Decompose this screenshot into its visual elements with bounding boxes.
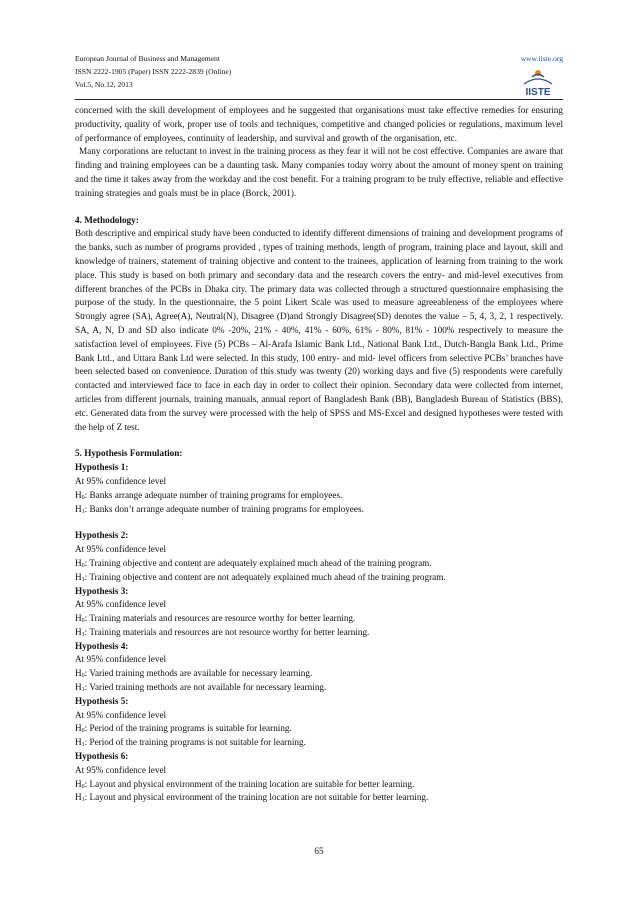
- hypothesis-6: [75, 750, 563, 805]
- alternative-hypothesis: $H_1$: Banks don’t arrange adequate number of training programs for employees.: [75, 503, 364, 515]
- hypothesis-title: Hypothesis 5:: [75, 695, 129, 706]
- hypothesis-title: Hypothesis 4:: [75, 640, 129, 651]
- header-rule: [75, 99, 563, 100]
- section-4-heading: 4. Methodology:: [75, 214, 139, 225]
- alternative-hypothesis: $H_1$: Training objective and content are not adequately explained much ahead of the training program.: [75, 571, 446, 583]
- null-hypothesis: $H_0$: Training objective and content are adequately explained much ahead of the training program.: [75, 557, 432, 569]
- section-5-heading: 5. Hypothesis Formulation:: [75, 448, 183, 459]
- confidence-level: At 95% confidence level: [75, 544, 167, 555]
- null-hypothesis: $H_0$: Banks arrange adequate number of training programs for employees.: [75, 489, 343, 501]
- null-hypothesis: $H_0$: Training materials and resources are resource worthy for better learning.: [75, 613, 356, 625]
- hypothesis-title: Hypothesis 6:: [75, 751, 129, 762]
- confidence-level: At 95% confidence level: [75, 599, 167, 610]
- journal-url-link[interactable]: www.iiste.org: [520, 54, 563, 63]
- hypothesis-2: [75, 529, 563, 584]
- paragraph-corporations: Many corporations are reluctant to invest in the training process as they fear it will not be cost effective. Companies are aware that finding and training employees can be a daunting task. Many companies today worry about the amount of money spent on training and the time it takes away from the workday and the cost benefit. For a training program to be truly effective, reliable and effective training strategies and goals must be in place (Borck, 2001).: [75, 146, 563, 198]
- volume-line: Vol.5, No.12, 2013: [75, 80, 133, 89]
- journal-name: European Journal of Business and Management: [75, 54, 220, 63]
- issn-line: ISSN 2222-1905 (Paper) ISSN 2222-2839 (Online): [75, 67, 232, 76]
- hypothesis-5: [75, 695, 563, 750]
- hypothesis-4: [75, 640, 563, 695]
- hypothesis-title: Hypothesis 3:: [75, 585, 129, 596]
- iiste-logo: [514, 68, 562, 98]
- page-number: 65: [314, 846, 324, 856]
- hypothesis-title: Hypothesis 2:: [75, 530, 129, 541]
- null-hypothesis: $H_0$: Layout and physical environment of the training location are suitable for better learning.: [75, 778, 415, 790]
- article-body: [75, 104, 563, 805]
- confidence-level: At 95% confidence level: [75, 475, 167, 486]
- alternative-hypothesis: $H_1$: Training materials and resources are not resource worthy for better learning.: [75, 626, 370, 638]
- alternative-hypothesis: $H_1$: Period of the training programs is not suitable for learning.: [75, 737, 306, 749]
- null-hypothesis: $H_0$: Varied training methods are available for necessary learning.: [75, 668, 313, 680]
- alternative-hypothesis: $H_1$: Varied training methods are not available for necessary learning.: [75, 682, 327, 694]
- confidence-level: At 95% confidence level: [75, 709, 167, 720]
- hypothesis-3: [75, 585, 563, 640]
- hypothesis-1: [75, 461, 563, 516]
- paragraph-methodology: Both descriptive and empirical study have been conducted to identify different dimensions of training and development programs of the banks, such as number of programs provided , types of training methods, length of program, training place and layout, skill and knowledge of trainers, statement of training objective and content to the trainees, application of learning from training to the work place. This study is based on both primary and secondary data and the research covers the entry- and mid-level executives from different branches of the PCBs in Dhaka city. The primary data was collected through a structured questionnaire emphasising the purpose of the study. In the questionnaire, the 5 point Likert Scale was used to measure agreeableness of the employees where Strongly agree (SA), Agree(A), Neutral(N), Disagree (D)and Strongly Disagree(SD) denotes the value – 5, 4, 3, 2, 1 respectively. SA, A, N, D and SD also indicate 0% -20%, 21% - 40%, 41% - 60%, 61% - 80%, 81% - 100% respectively to measure the satisfaction level of employees. Five (5) PCBs – Al-Arafa Islamic Bank Ltd., National Bank Ltd., Dutch-Bangla Bank Ltd., Prime Bank Ltd., and Uttara Bank Ltd were selected. In this study, 100 entry- and mid- level officers from selective PCBs’ branches have been selected based on convenience. Duration of this study was twenty (20) working days and five (5) respondents were carefully contacted and interviewed face to face in each day in order to collect their opinion. Secondary data were collected from internet, articles from different journals, training manuals, annual report of Bangladesh Bank (BB), Bangladesh Bureau of Statistics (BBS), etc. Generated data from the survey were processed with the help of SPSS and MS-Excel and designed hypotheses were tested with the help of Z test.: [75, 228, 563, 432]
- page-header: [75, 52, 563, 91]
- paragraph-skill-development: concerned with the skill development of employees and he suggested that organisations must take effective remedies for ensuring productivity, quality of work, proper use of tools and techniques, competitive and changed policies or regulations, maximum level of performance of employees, continuity of leadership, and survival and growth of the organisation, etc.: [75, 105, 563, 143]
- null-hypothesis: $H_0$: Period of the training programs is suitable for learning.: [75, 723, 292, 735]
- hypothesis-title: Hypothesis 1:: [75, 462, 129, 473]
- alternative-hypothesis: $H_1$: Layout and physical environment of the training location are not suitable for better learning.: [75, 792, 429, 804]
- logo-wordmark: IISTE: [525, 87, 551, 98]
- confidence-level: At 95% confidence level: [75, 764, 167, 775]
- confidence-level: At 95% confidence level: [75, 654, 167, 665]
